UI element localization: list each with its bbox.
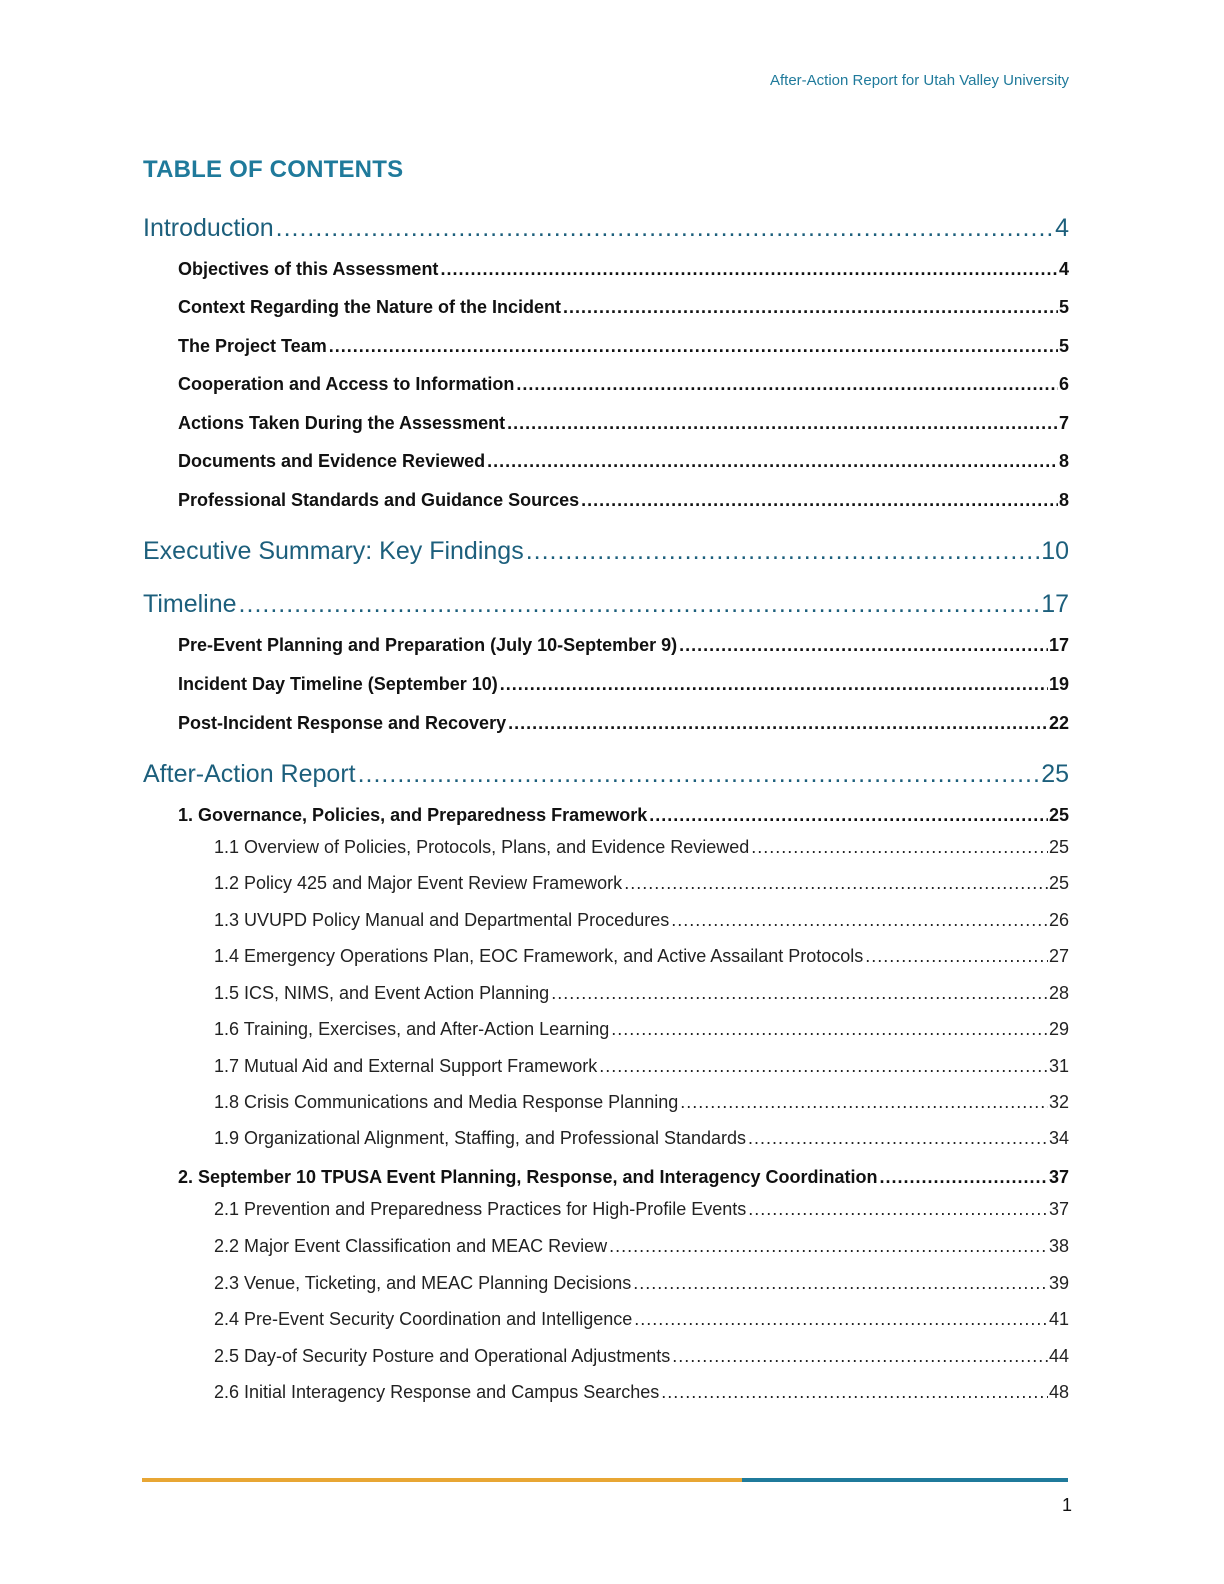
toc-dot-leader: [563, 297, 1058, 318]
toc-entry-level-2[interactable]: [178, 805, 1069, 826]
toc-list: [143, 0, 1069, 1584]
toc-entry-page: 31: [1048, 1056, 1069, 1076]
toc-heading: TABLE OF CONTENTS: [143, 156, 404, 183]
toc-entry-title: Objectives of this Assessment: [178, 259, 439, 279]
toc-dot-leader: [551, 983, 1048, 1004]
toc-entry-page: 5: [1058, 336, 1069, 356]
toc-dot-leader: [526, 537, 1040, 566]
toc-entry-title: Timeline: [143, 590, 237, 618]
toc-entry-page: 44: [1048, 1346, 1069, 1366]
toc-entry-title: 1.2 Policy 425 and Major Event Review Framework: [214, 873, 623, 893]
toc-dot-leader: [358, 760, 1041, 789]
toc-entry-page: 22: [1048, 713, 1069, 733]
toc-entry-page: 28: [1048, 983, 1069, 1003]
toc-entry-title: Pre-Event Planning and Preparation (July 10-September 9): [178, 635, 678, 655]
toc-entry-page: 32: [1048, 1092, 1069, 1112]
toc-dot-leader: [748, 1199, 1048, 1220]
toc-entry-level-2[interactable]: [178, 1167, 1069, 1188]
toc-dot-leader: [507, 413, 1058, 434]
toc-entry-page: 19: [1048, 674, 1069, 694]
toc-entry-level-2[interactable]: [178, 374, 1069, 395]
toc-entry-page: 39: [1048, 1273, 1069, 1293]
toc-entry-title: Professional Standards and Guidance Sources: [178, 490, 580, 510]
toc-entry-page: 17: [1041, 590, 1069, 618]
toc-entry-title: 2.5 Day-of Security Posture and Operational Adjustments: [214, 1346, 671, 1366]
toc-dot-leader: [624, 873, 1048, 894]
toc-dot-leader: [671, 910, 1048, 931]
toc-dot-leader: [751, 837, 1048, 858]
toc-dot-leader: [609, 1236, 1048, 1257]
toc-entry-title: 1.3 UVUPD Policy Manual and Departmental Procedures: [214, 910, 670, 930]
toc-entry-title: Post-Incident Response and Recovery: [178, 713, 507, 733]
toc-entry-level-2[interactable]: [178, 259, 1069, 280]
toc-dot-leader: [276, 214, 1054, 243]
running-header: After-Action Report for Utah Valley University: [770, 72, 1069, 89]
toc-entry-page: 4: [1055, 214, 1069, 242]
toc-entry-page: 6: [1058, 374, 1069, 394]
toc-entry-page: 26: [1048, 910, 1069, 930]
toc-entry-page: 29: [1048, 1019, 1069, 1039]
toc-entry-level-3[interactable]: [214, 837, 1069, 858]
toc-entry-title: 1. Governance, Policies, and Preparedness Framework: [178, 805, 648, 825]
toc-entry-page: 37: [1048, 1167, 1069, 1187]
toc-entry-page: 38: [1048, 1236, 1069, 1256]
toc-entry-page: 41: [1048, 1309, 1069, 1329]
toc-entry-level-3[interactable]: [214, 1309, 1069, 1330]
toc-entry-page: 10: [1041, 537, 1069, 565]
toc-entry-level-3[interactable]: [214, 1019, 1069, 1040]
toc-entry-level-3[interactable]: [214, 1092, 1069, 1113]
toc-dot-leader: [500, 674, 1048, 695]
toc-entry-level-1[interactable]: [143, 760, 1069, 789]
toc-entry-level-1[interactable]: [143, 214, 1069, 243]
toc-entry-title: Documents and Evidence Reviewed: [178, 451, 486, 471]
toc-entry-level-3[interactable]: [214, 1382, 1069, 1403]
toc-entry-title: 2. September 10 TPUSA Event Planning, Response, and Interagency Coordination: [178, 1167, 878, 1187]
toc-dot-leader: [581, 490, 1058, 511]
toc-dot-leader: [599, 1056, 1048, 1077]
toc-entry-title: 1.6 Training, Exercises, and After-Action Learning: [214, 1019, 610, 1039]
toc-entry-title: 2.2 Major Event Classification and MEAC Review: [214, 1236, 608, 1256]
toc-entry-title: Executive Summary: Key Findings: [143, 537, 524, 565]
toc-entry-level-3[interactable]: [214, 910, 1069, 931]
toc-entry-page: 34: [1048, 1128, 1069, 1148]
toc-entry-level-2[interactable]: [178, 297, 1069, 318]
toc-dot-leader: [661, 1382, 1048, 1403]
toc-entry-title: 2.3 Venue, Ticketing, and MEAC Planning Decisions: [214, 1273, 632, 1293]
footer-rule-gold: [142, 1478, 742, 1482]
toc-entry-level-3[interactable]: [214, 873, 1069, 894]
toc-entry-title: 1.1 Overview of Policies, Protocols, Plans, and Evidence Reviewed: [214, 837, 750, 857]
toc-entry-level-3[interactable]: [214, 1346, 1069, 1367]
footer-rule: [142, 1478, 1068, 1482]
toc-entry-page: 25: [1048, 873, 1069, 893]
toc-entry-title: Incident Day Timeline (September 10): [178, 674, 498, 694]
toc-entry-page: 17: [1048, 635, 1069, 655]
toc-entry-title: Context Regarding the Nature of the Incident: [178, 297, 562, 317]
toc-entry-level-1[interactable]: [143, 537, 1069, 566]
toc-entry-level-3[interactable]: [214, 1128, 1069, 1149]
toc-entry-page: 25: [1048, 805, 1069, 825]
toc-entry-page: 5: [1058, 297, 1069, 317]
toc-dot-leader: [679, 635, 1048, 656]
toc-entry-title: 1.9 Organizational Alignment, Staffing, and Professional Standards: [214, 1128, 747, 1148]
toc-entry-level-2[interactable]: [178, 713, 1069, 734]
toc-entry-page: 27: [1048, 946, 1069, 966]
toc-dot-leader: [865, 946, 1048, 967]
toc-entry-page: 8: [1058, 490, 1069, 510]
toc-dot-leader: [611, 1019, 1048, 1040]
page-number: 1: [1061, 1495, 1072, 1515]
toc-entry-level-3[interactable]: [214, 1236, 1069, 1257]
toc-entry-page: 37: [1048, 1199, 1069, 1219]
toc-entry-title: 2.6 Initial Interagency Response and Campus Searches: [214, 1382, 660, 1402]
toc-entry-page: 4: [1058, 259, 1069, 279]
toc-entry-level-2[interactable]: [178, 490, 1069, 511]
toc-dot-leader: [516, 374, 1058, 395]
toc-entry-page: 25: [1041, 760, 1069, 788]
toc-entry-title: 1.5 ICS, NIMS, and Event Action Planning: [214, 983, 550, 1003]
toc-dot-leader: [508, 713, 1048, 734]
toc-dot-leader: [672, 1346, 1048, 1367]
toc-entry-level-3[interactable]: [214, 1199, 1069, 1220]
toc-entry-level-2[interactable]: [178, 336, 1069, 357]
toc-entry-title: Introduction: [143, 214, 274, 242]
toc-entry-title: 1.7 Mutual Aid and External Support Framework: [214, 1056, 598, 1076]
toc-dot-leader: [748, 1128, 1048, 1149]
toc-entry-title: 2.1 Prevention and Preparedness Practices for High-Profile Events: [214, 1199, 747, 1219]
toc-dot-leader: [440, 259, 1058, 280]
toc-entry-title: 1.4 Emergency Operations Plan, EOC Framework, and Active Assailant Protocols: [214, 946, 864, 966]
toc-entry-level-1[interactable]: [143, 590, 1069, 619]
toc-dot-leader: [680, 1092, 1048, 1113]
toc-dot-leader: [487, 451, 1058, 472]
toc-dot-leader: [879, 1167, 1047, 1188]
toc-dot-leader: [634, 1309, 1048, 1330]
toc-entry-level-3[interactable]: [214, 983, 1069, 1004]
toc-entry-title: Actions Taken During the Assessment: [178, 413, 506, 433]
toc-entry-level-2[interactable]: [178, 451, 1069, 472]
toc-entry-title: Cooperation and Access to Information: [178, 374, 515, 394]
toc-entry-title: 2.4 Pre-Event Security Coordination and Intelligence: [214, 1309, 633, 1329]
toc-entry-level-2[interactable]: [178, 635, 1069, 656]
toc-dot-leader: [633, 1273, 1048, 1294]
toc-entry-page: 48: [1048, 1382, 1069, 1402]
toc-entry-level-2[interactable]: [178, 674, 1069, 695]
toc-entry-title: 1.8 Crisis Communications and Media Response Planning: [214, 1092, 679, 1112]
toc-entry-title: The Project Team: [178, 336, 327, 356]
toc-entry-level-3[interactable]: [214, 946, 1069, 967]
toc-dot-leader: [329, 336, 1058, 357]
toc-entry-page: 7: [1058, 413, 1069, 433]
toc-entry-page: 8: [1058, 451, 1069, 471]
toc-entry-level-3[interactable]: [214, 1273, 1069, 1294]
toc-entry-page: 25: [1048, 837, 1069, 857]
toc-entry-level-3[interactable]: [214, 1056, 1069, 1077]
footer-rule-teal: [742, 1478, 1068, 1482]
toc-entry-title: After-Action Report: [143, 760, 356, 788]
toc-dot-leader: [239, 590, 1041, 619]
toc-entry-level-2[interactable]: [178, 413, 1069, 434]
toc-dot-leader: [649, 805, 1048, 826]
